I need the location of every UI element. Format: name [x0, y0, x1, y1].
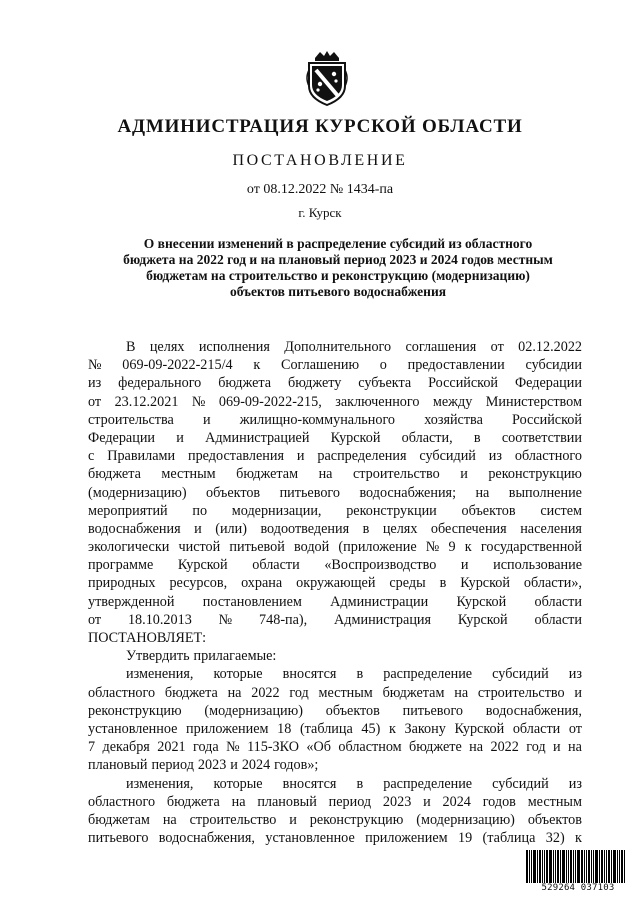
body-line: утвержденной постановлением Администрации Курской области: [88, 593, 582, 610]
body-line: из федерального бюджета бюджету субъекта Российской Федерации: [88, 375, 582, 392]
body-line: № 069-09-2022-215/4 к Соглашению о предоставлении субсидии: [88, 357, 582, 374]
body-line: водоснабжения и (или) водоотведения в целях обеспечения населения: [88, 520, 582, 537]
document-date-number: от 08.12.2022 № 1434-па: [246, 182, 394, 197]
body-line: от 18.10.2013 № 748-па), Администрация Курской области: [88, 611, 582, 628]
body-line: реконструкцию (модернизацию) объектов питьевого водоснабжения,: [88, 702, 582, 719]
body-line: экологически чистой питьевой водой (приложение № 9 к государственной: [88, 539, 582, 556]
subject-line: бюджета на 2022 год и на плановый период 2023 и 2024 годов местным: [123, 252, 553, 267]
kursk-coat-of-arms-icon: [305, 50, 349, 106]
body-line: ПОСТАНОВЛЯЕТ:: [88, 630, 207, 646]
body-line: В целях исполнения Дополнительного соглашения от 02.12.2022: [126, 339, 582, 355]
barcode: [526, 850, 630, 896]
body-line: областного бюджета на плановый период 2023 и 2024 годов местным: [88, 793, 582, 810]
administration-title: АДМИНИСТРАЦИЯ КУРСКОЙ ОБЛАСТИ: [117, 116, 523, 137]
document-city: г. Курск: [298, 205, 342, 220]
document-type: ПОСТАНОВЛЕНИЕ: [232, 152, 408, 169]
body-line: строительства и жилищно-коммунального хозяйства Российской: [88, 411, 582, 428]
body-line: программе Курской области «Воспроизводство и использование: [88, 557, 582, 574]
body-line: изменения, которые вносятся в распределение субсидий из: [126, 666, 582, 683]
body-line: с Правилами предоставления и распределения субсидий из областного: [88, 448, 582, 465]
body-line: природных ресурсов, охрана окружающей среды в Курской области»,: [88, 575, 582, 592]
body-line: бюджета местным бюджетам на строительство и реконструкцию: [88, 466, 582, 483]
document-subject: [88, 236, 588, 300]
body-line: мероприятий по модернизации, реконструкции объектов систем: [88, 502, 582, 519]
body-line: областного бюджета на 2022 год местным бюджетам на строительство и: [88, 684, 582, 701]
subject-line: объектов питьевого водоснабжения: [229, 284, 447, 299]
body-line: 7 декабря 2021 года № 115-ЗКО «Об областном бюджете на 2022 год и на: [88, 739, 582, 756]
body-line: питьевого водоснабжения, установленное приложением 19 (таблица 32) к: [88, 830, 582, 847]
body-line: Утвердить прилагаемые:: [126, 648, 277, 665]
body-line: изменения, которые вносятся в распределение субсидий из: [126, 775, 582, 792]
subject-line: О внесении изменений в распределение субсидий из областного: [143, 236, 533, 251]
barcode-number: 529264 037103: [541, 883, 615, 893]
document-body: [88, 338, 582, 847]
body-line: от 23.12.2021 № 069-09-2022-215, заключенного между Министерством: [88, 393, 582, 410]
body-line: плановый период 2023 и 2024 годов»;: [88, 757, 319, 774]
subject-line: бюджетам на строительство и реконструкцию (модернизацию): [146, 268, 530, 283]
body-line: бюджетам на строительство и реконструкцию (модернизацию) объектов: [88, 811, 582, 828]
body-line: Федерации и Администрацией Курской области, в соответствии: [88, 429, 582, 446]
body-line: установленное приложением 18 (таблица 45) к Закону Курской области от: [88, 720, 582, 737]
body-line: (модернизацию) объектов питьевого водоснабжения; на выполнение: [88, 484, 582, 501]
barcode-icon: [526, 850, 630, 883]
